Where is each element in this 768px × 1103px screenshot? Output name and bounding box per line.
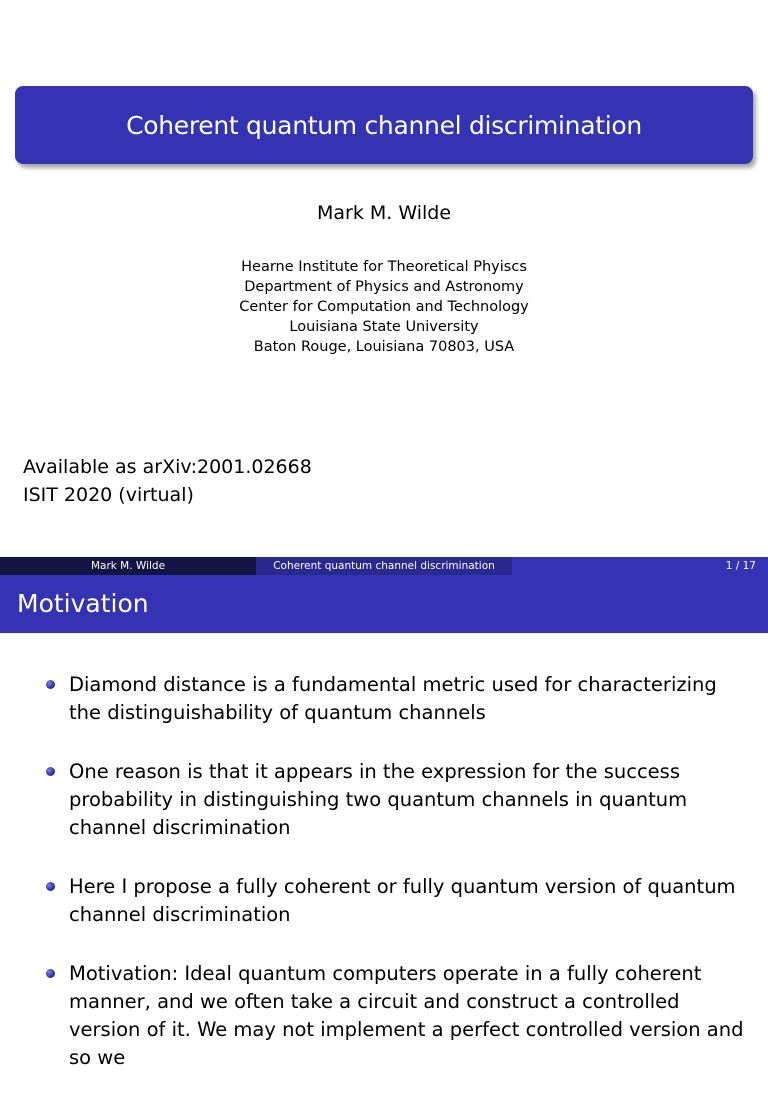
- affiliation-line: Center for Computation and Technology: [239, 299, 529, 315]
- footer-author: Mark M. Wilde: [0, 557, 256, 575]
- affiliation-line: Louisiana State University: [289, 319, 479, 335]
- bullet-item: [0, 960, 768, 1072]
- title-box: [15, 86, 753, 164]
- bullet-list: [0, 671, 768, 1103]
- presentation-title: Coherent quantum channel discrimination: [126, 110, 642, 140]
- venue-line: ISIT 2020 (virtual): [23, 484, 194, 506]
- affiliation-line: Department of Physics and Astronomy: [244, 279, 524, 295]
- bullet-dot-icon: [46, 882, 55, 891]
- bullet-item: [0, 873, 768, 929]
- frame-title: Motivation: [17, 589, 149, 618]
- bullet-text: Diamond distance is a fundamental metric used for characterizing the distinguishability of quantum channels: [69, 673, 717, 724]
- arxiv-line: Available as arXiv:2001.02668: [23, 456, 312, 478]
- affiliation-line: Baton Rouge, Louisiana 70803, USA: [253, 339, 515, 355]
- bullet-dot-icon: [46, 767, 55, 776]
- bullet-text: Motivation: Ideal quantum computers operate in a fully coherent manner, and we often take a circuit and construct a controlled version of it. We may not implement a perfect controlled version and so we: [69, 962, 744, 1069]
- footer-bar: [0, 557, 768, 575]
- footer-title: Coherent quantum channel discrimination: [256, 557, 512, 575]
- bullet-text: One reason is that it appears in the expression for the success probability in distinguishing two quantum channels in quantum channel discrimination: [69, 760, 688, 839]
- bullet-dot-icon: [46, 969, 55, 978]
- frame-title-bar: [0, 575, 768, 633]
- bullet-text: Here I propose a fully coherent or fully quantum version of quantum channel discrimination: [69, 875, 736, 926]
- affiliation-block: [0, 257, 768, 357]
- bullet-dot-icon: [46, 680, 55, 689]
- author-name: Mark M. Wilde: [316, 202, 452, 224]
- page-number: 1 / 17: [725, 560, 756, 572]
- motivation-slide: [0, 557, 768, 1069]
- bullet-item: [0, 758, 768, 842]
- bullet-item: [0, 671, 768, 727]
- affiliation-line: Hearne Institute for Theoretical Phyiscs: [241, 259, 527, 275]
- availability-note: [23, 453, 312, 509]
